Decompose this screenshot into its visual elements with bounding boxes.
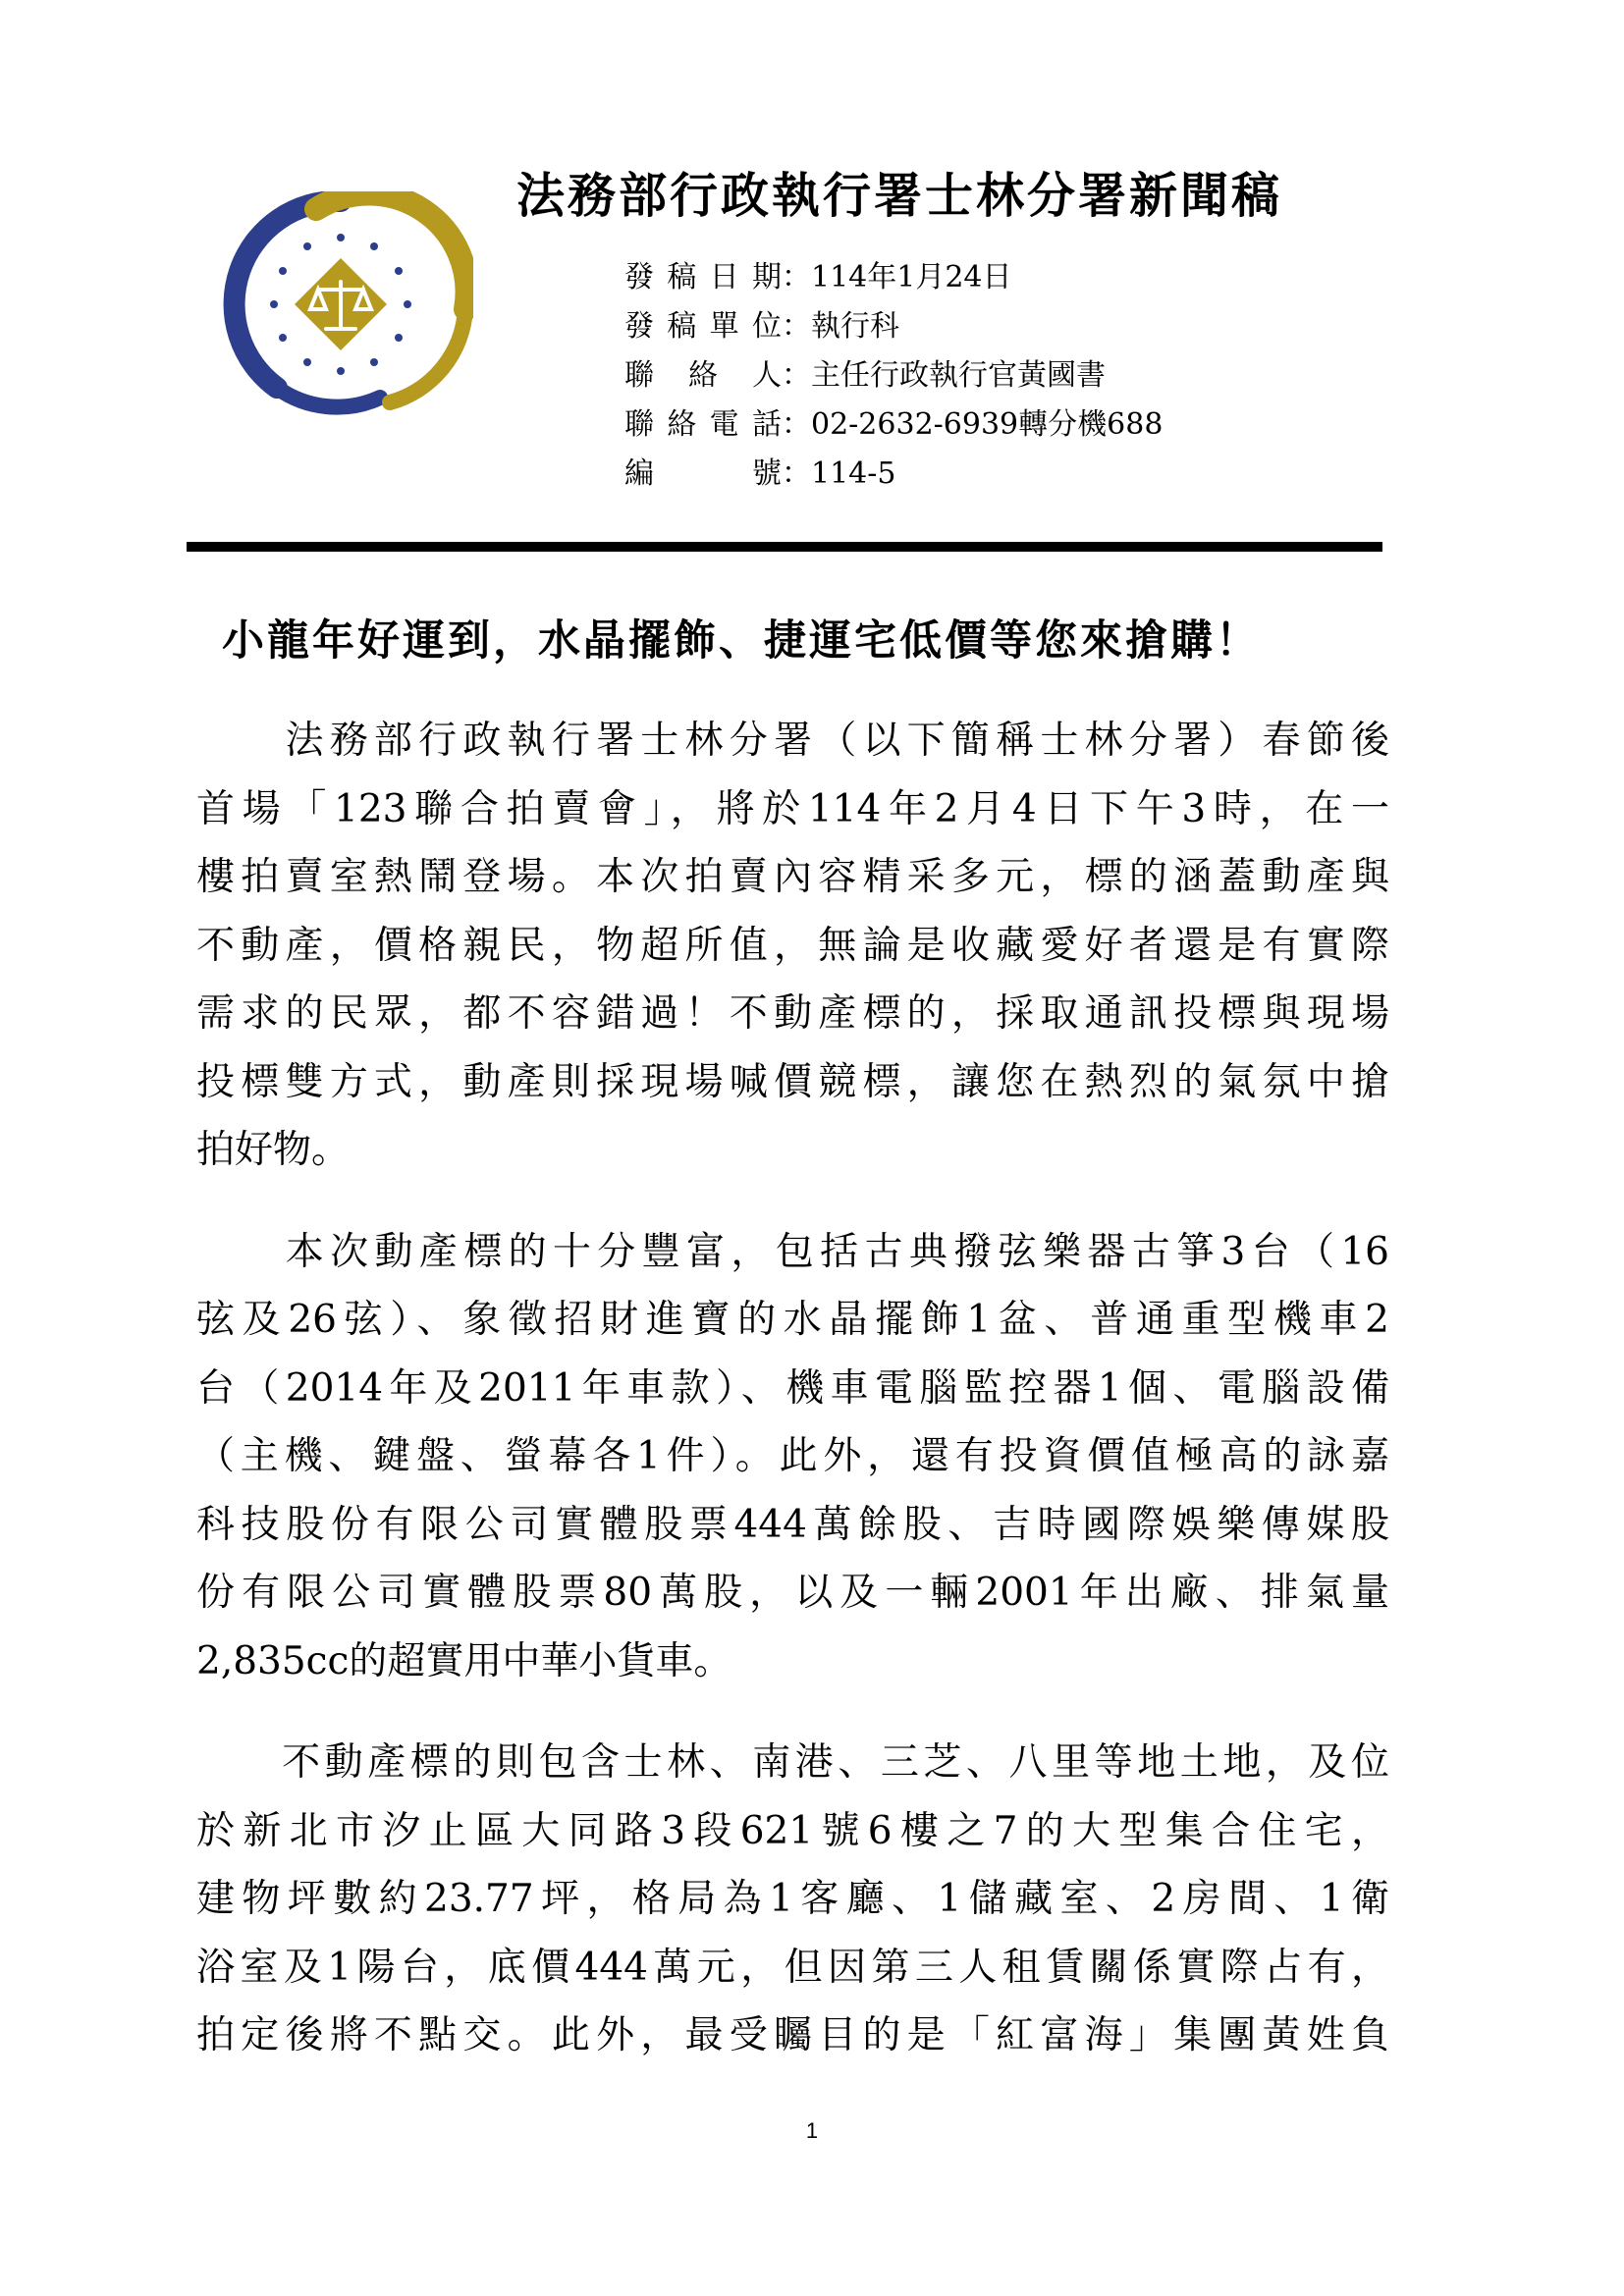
text-line: 投標雙方式，動產則採現場喊價競標，讓您在熱烈的氣氛中搶 [196, 1059, 1389, 1104]
meta-value: 114年1月24日 [811, 260, 1012, 294]
text-line: 法務部行政執行署士林分署（以下簡稱士林分署）春節後 [196, 719, 1389, 763]
text-line: 弦及26弦）、象徵招財進寶的水晶擺飾1盆、普通重型機車2 [196, 1298, 1389, 1342]
paragraph [196, 1729, 1389, 2070]
text-line: 不動產，價格親民，物超所值，無論是收藏愛好者還是有實際 [196, 923, 1389, 968]
text-line: 拍定後將不點交。此外，最受矚目的是「紅富海」集團黃姓負 [196, 2013, 1389, 2057]
meta-row-number: 編 號 ： 114-5 [624, 450, 1163, 499]
paragraph [196, 1218, 1389, 1696]
text-line: 2,835cc的超實用中華小貨車。 [196, 1638, 732, 1683]
text-line: 首場「123聯合拍賣會」，將於114年2月4日下午3時，在一 [196, 786, 1389, 831]
press-release-title: 法務部行政執行署士林分署新聞稿 [516, 167, 1283, 224]
text-line: 樓拍賣室熱鬧登場。本次拍賣內容精采多元，標的涵蓋動產與 [196, 855, 1389, 899]
text-line: 需求的民眾，都不容錯過！不動產標的，採取通訊投標與現場 [196, 991, 1389, 1036]
text-line: 科技股份有限公司實體股票444萬餘股、吉時國際娛樂傳媒股 [196, 1502, 1389, 1547]
meta-row-date: 發稿日期 ： 114年1月24日 [624, 253, 1163, 302]
article-headline: 小龍年好運到，水晶擺飾、捷運宅低價等您來搶購！ [222, 616, 1261, 666]
page-number: 1 [805, 2118, 819, 2143]
release-meta [624, 253, 1163, 499]
paragraph [196, 707, 1389, 1185]
meta-label: 發稿單位 [624, 309, 782, 344]
text-line: 拍好物。 [196, 1128, 351, 1172]
meta-row-contact: 聯 絡 人 ： 主任行政執行官黃國書 [624, 351, 1163, 400]
header-divider [187, 542, 1382, 552]
meta-value: 02-2632-6939轉分機688 [811, 407, 1164, 442]
meta-label: 聯絡電話 [624, 407, 782, 442]
meta-label: 聯 絡 人 [624, 358, 782, 393]
meta-label: 編 號 [624, 456, 782, 491]
text-line: 本次動產標的十分豐富，包括古典撥弦樂器古箏3台（16 [196, 1229, 1389, 1274]
meta-value: 114-5 [811, 456, 896, 491]
meta-row-unit: 發稿單位 ： 執行科 [624, 302, 1163, 351]
agency-logo [208, 191, 473, 417]
text-line: 於新北市汐止區大同路3段621號6樓之7的大型集合住宅， [196, 1808, 1389, 1853]
text-line: 不動產標的則包含士林、南港、三芝、八里等地土地，及位 [196, 1740, 1389, 1785]
text-line: 份有限公司實體股票80萬股，以及一輛2001年出廠、排氣量 [196, 1571, 1389, 1615]
text-line: （主機、鍵盤、螢幕各1件）。此外，還有投資價值極高的詠嘉 [196, 1434, 1389, 1478]
text-line: 浴室及1陽台，底價444萬元，但因第三人租賃關係實際占有， [196, 1945, 1389, 1990]
meta-label: 發稿日期 [624, 260, 782, 294]
article-body [196, 707, 1389, 2104]
meta-row-phone: 聯絡電話 ： 02-2632-6939轉分機688 [624, 400, 1163, 450]
meta-value: 執行科 [811, 309, 899, 344]
scales-of-justice-icon [208, 191, 473, 417]
meta-value: 主任行政執行官黃國書 [811, 358, 1106, 393]
text-line: 建物坪數約23.77坪，格局為1客廳、1儲藏室、2房間、1衛 [196, 1877, 1389, 1921]
text-line: 台（2014年及2011年車款）、機車電腦監控器1個、電腦設備 [196, 1365, 1389, 1411]
